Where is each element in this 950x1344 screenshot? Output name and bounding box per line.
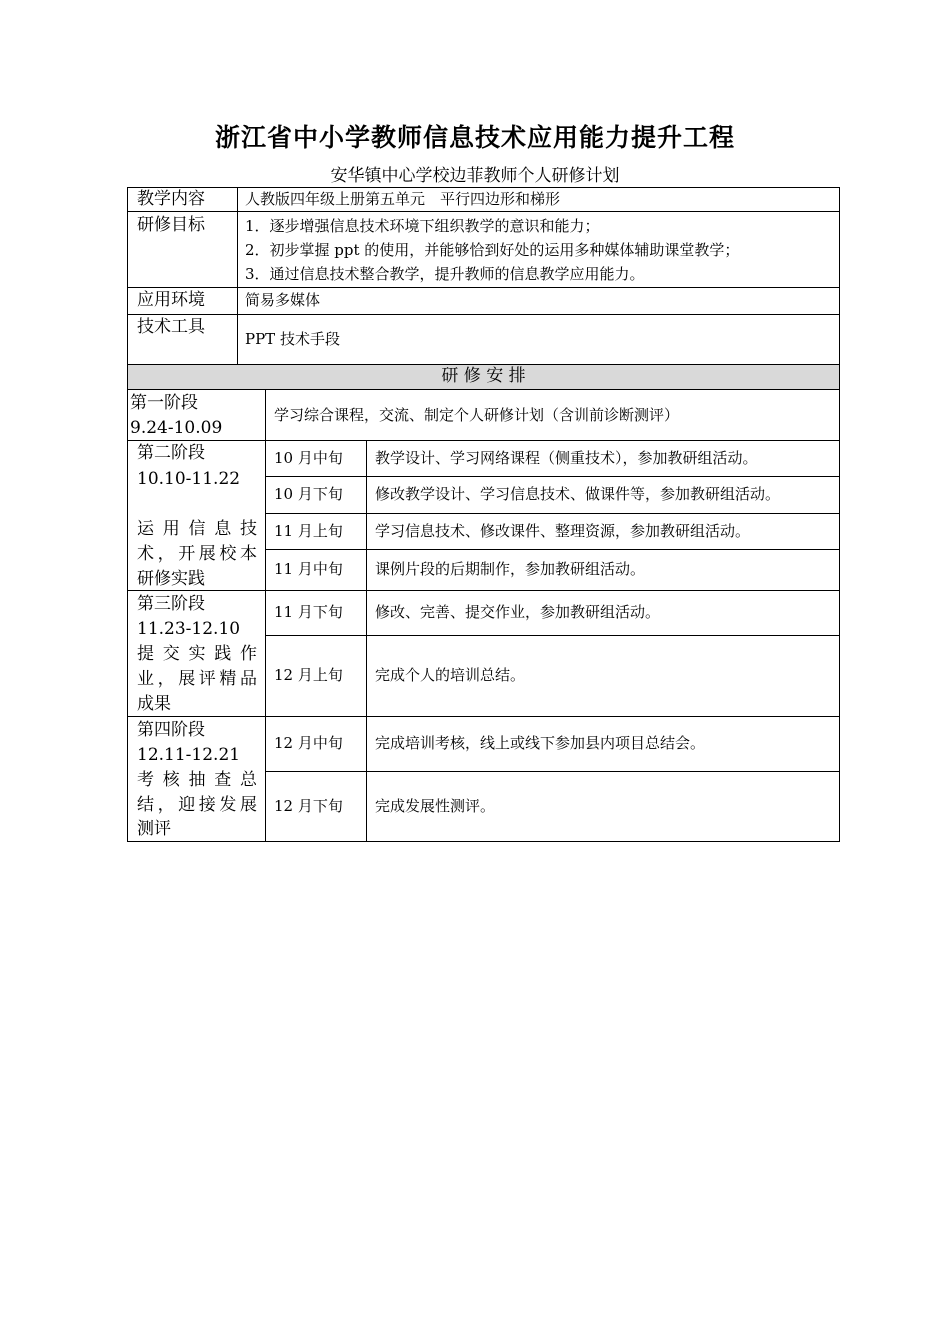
table-rule: [127, 841, 840, 842]
document-subtitle: 安华镇中心学校边菲教师个人研修计划: [330, 166, 620, 186]
table-rule: [265, 771, 840, 772]
table-rule: [127, 314, 840, 315]
stage4-name: 第四阶段: [137, 720, 205, 740]
task-cell: 课例片段的后期制作，参加教研组活动。: [375, 560, 646, 578]
goal-item: 2．初步掌握 ppt 的使用，并能够恰到好处的运用多种媒体辅助课堂教学；: [245, 241, 740, 259]
stage1-task: 学习综合课程，交流、制定个人研修计划（含训前诊断测评）: [274, 406, 680, 424]
stage1-name: 第一阶段: [130, 393, 198, 413]
period-cell: 11 月中旬: [274, 560, 343, 578]
period-cell: 10 月下旬: [274, 485, 343, 503]
stage4-dates: 12.11-12.21: [137, 745, 241, 765]
table-rule: [237, 187, 238, 364]
stage2-name: 第二阶段: [137, 443, 205, 463]
stage3-name: 第三阶段: [137, 594, 205, 614]
goal-label: 研修目标: [137, 215, 205, 235]
table-rule: [127, 287, 840, 288]
stage4-desc: 测评: [137, 819, 171, 839]
stage1-dates: 9.24-10.09: [130, 418, 223, 438]
period-cell: 12 月上旬: [274, 666, 343, 684]
stage3-dates: 11.23-12.10: [137, 619, 241, 639]
period-cell: 12 月中旬: [274, 734, 343, 752]
stage2-dates: 10.10-11.22: [137, 469, 241, 489]
task-cell: 修改教学设计、学习信息技术、做课件等，参加教研组活动。: [375, 485, 781, 503]
task-cell: 学习信息技术、修改课件、整理资源，参加教研组活动。: [375, 522, 751, 540]
stage3-desc: 提交实践作: [137, 644, 257, 664]
table-rule: [127, 211, 840, 212]
task-cell: 完成个人的培训总结。: [375, 666, 526, 684]
stage3-desc: 业，展评精品: [137, 669, 257, 689]
plan-table: [127, 187, 840, 842]
period-cell: 11 月下旬: [274, 603, 343, 621]
table-rule: [127, 187, 128, 842]
table-rule: [265, 635, 840, 636]
table-rule: [839, 187, 840, 842]
task-cell: 教学设计、学习网络课程（侧重技术），参加教研组活动。: [375, 449, 758, 467]
task-cell: 完成发展性测评。: [375, 797, 496, 815]
env-label: 应用环境: [137, 290, 205, 310]
stage4-desc: 考核抽查总: [137, 770, 257, 790]
tool-label: 技术工具: [137, 317, 205, 337]
tool-value: PPT 技术手段: [245, 330, 340, 348]
stage2-desc: 术，开展校本: [137, 544, 257, 564]
table-rule: [366, 440, 367, 842]
table-rule: [265, 389, 266, 842]
stage2-desc: 研修实践: [137, 569, 205, 589]
period-cell: 12 月下旬: [274, 797, 343, 815]
content-label: 教学内容: [137, 189, 205, 209]
content-value: 人教版四年级上册第五单元 平行四边形和梯形: [245, 190, 561, 208]
task-cell: 完成培训考核，线上或线下参加县内项目总结会。: [375, 734, 706, 752]
env-value: 简易多媒体: [245, 291, 321, 309]
stage4-desc: 结，迎接发展: [137, 795, 257, 815]
task-cell: 修改、完善、提交作业，参加教研组活动。: [375, 603, 661, 621]
stage2-desc: 运用信息技: [137, 519, 257, 539]
goal-item: 3．通过信息技术整合教学，提升教师的信息教学应用能力。: [245, 265, 645, 283]
period-cell: 11 月上旬: [274, 522, 343, 540]
goal-item: 1．逐步增强信息技术环境下组织教学的意识和能力；: [245, 217, 600, 235]
period-cell: 10 月中旬: [274, 449, 343, 467]
document-title: 浙江省中小学教师信息技术应用能力提升工程: [214, 123, 735, 152]
stage3-desc: 成果: [137, 694, 171, 714]
schedule-header: 研 修 安 排: [441, 366, 526, 386]
